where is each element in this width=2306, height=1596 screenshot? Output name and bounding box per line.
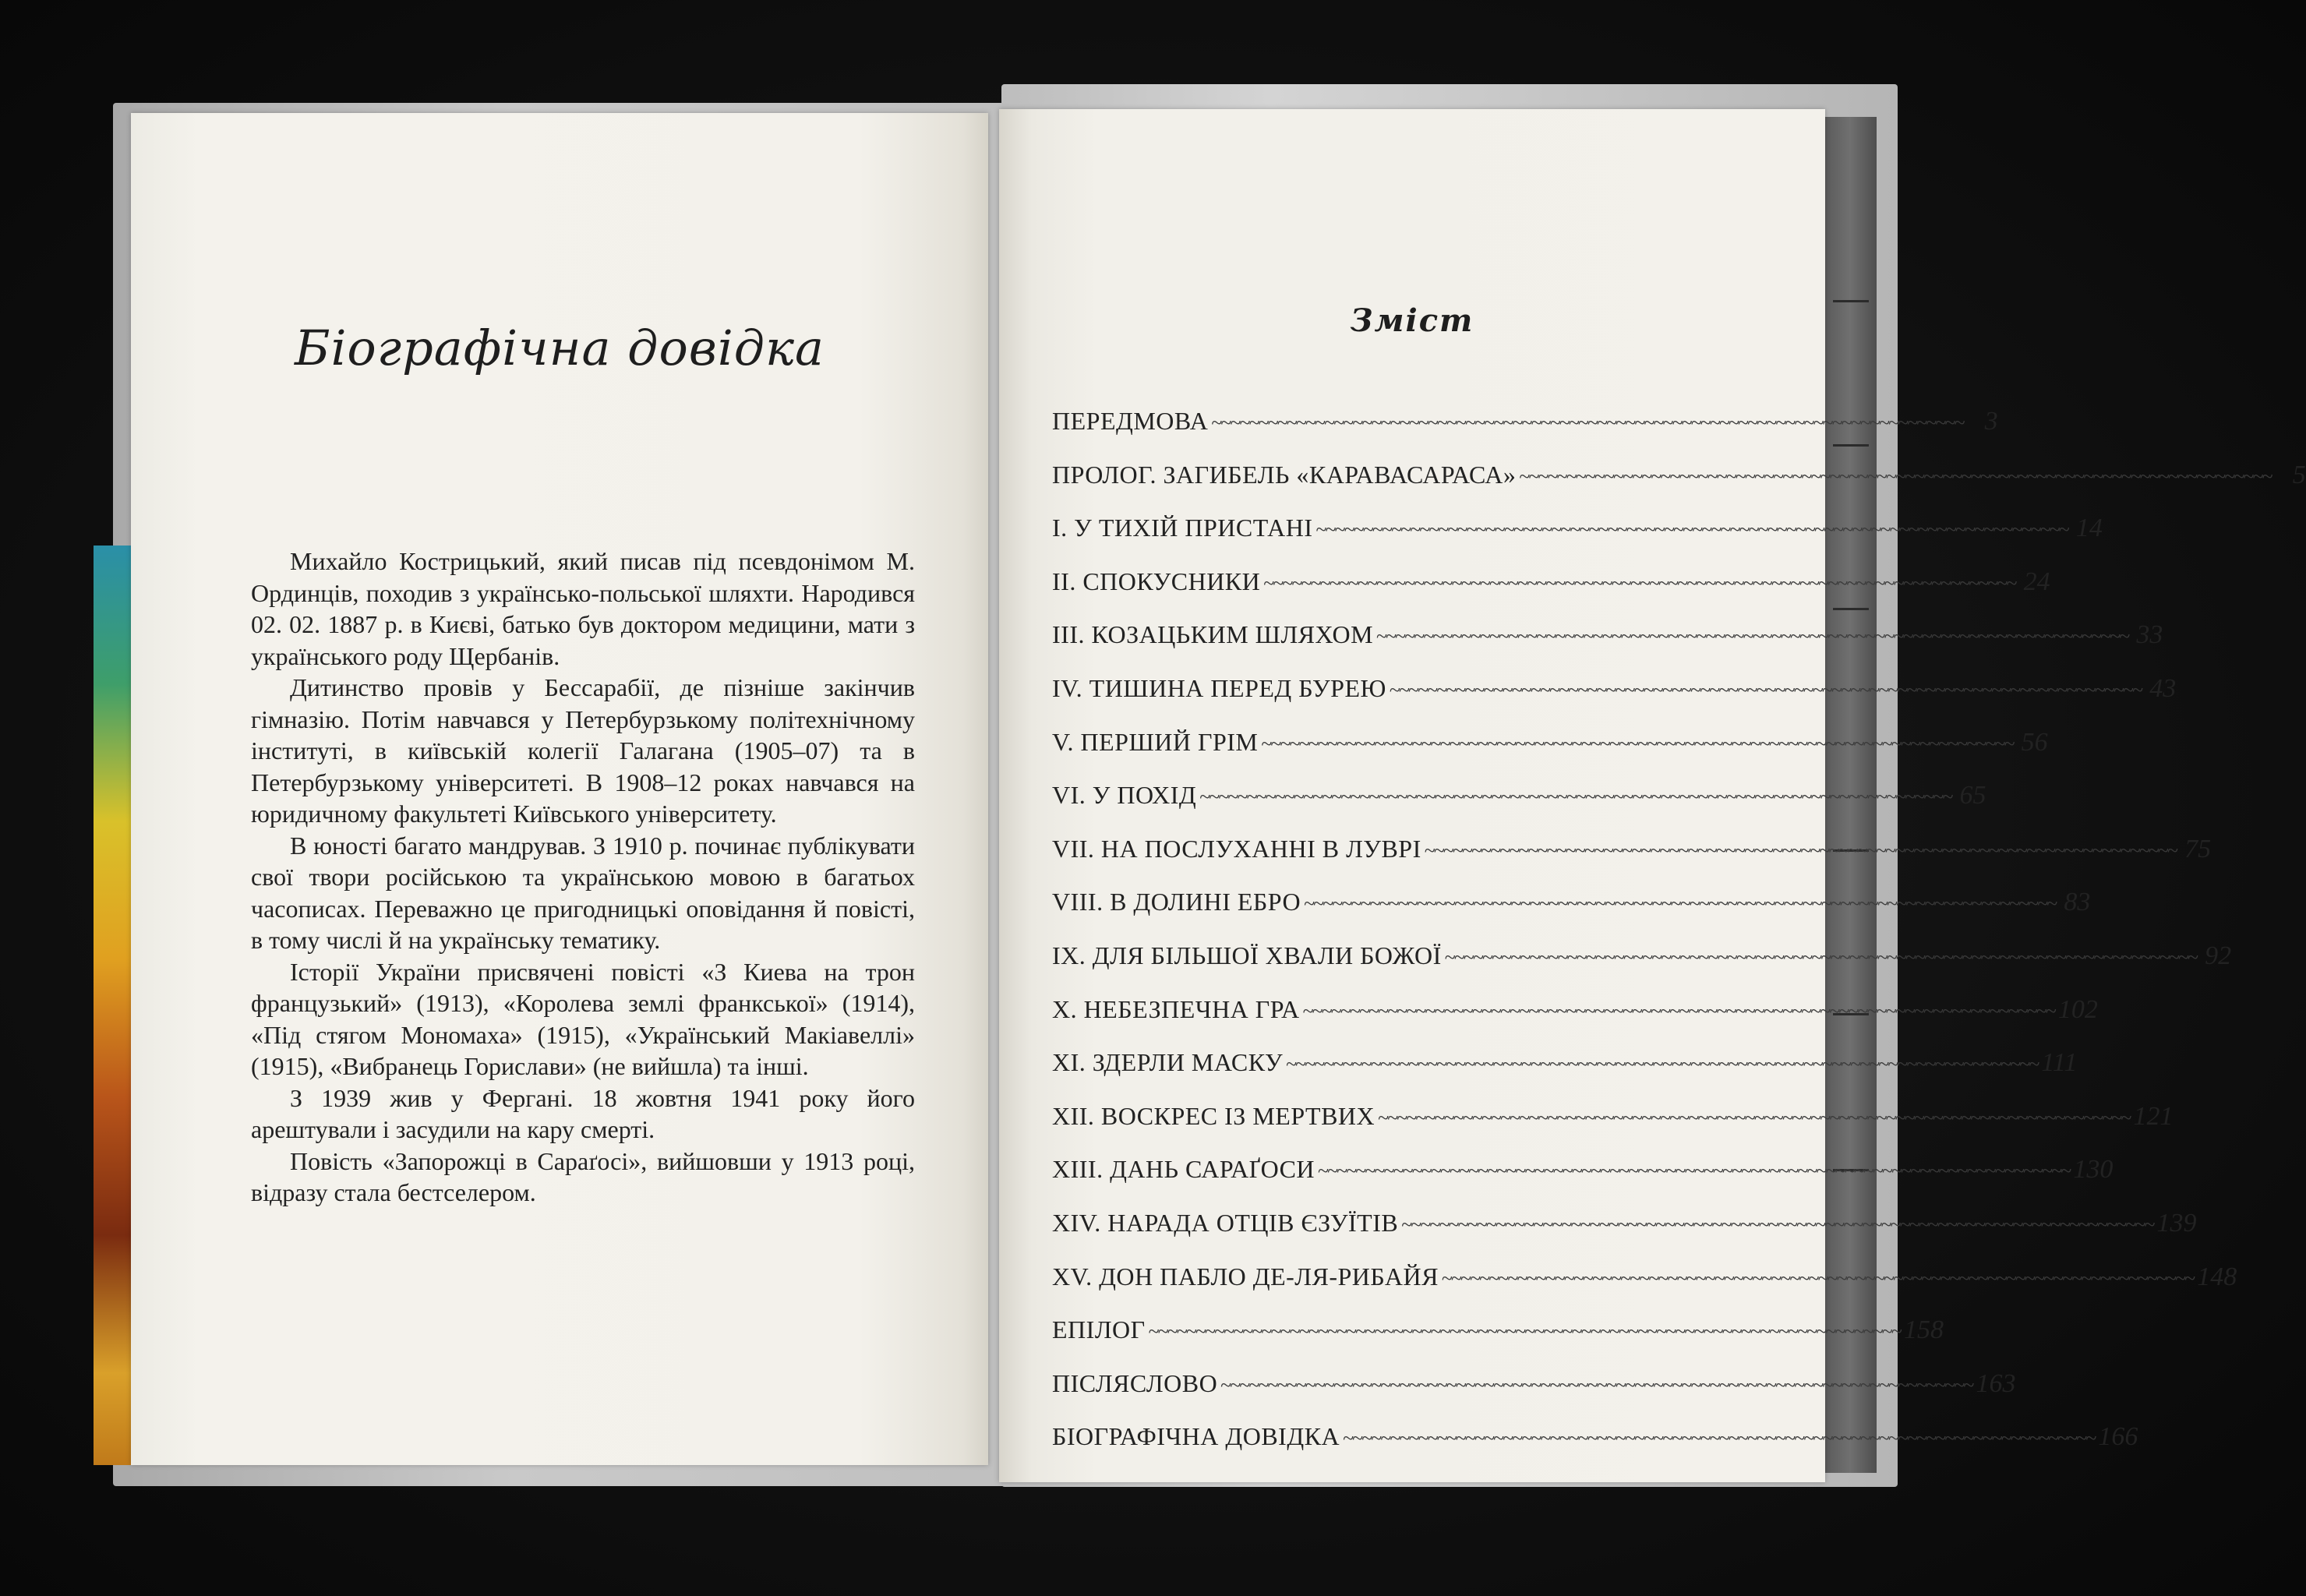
toc-entry-page: 163 — [1976, 1368, 2016, 1398]
toc-entry-label: VI. У ПОХІД — [1052, 781, 1197, 810]
toc-entry-label: БІОГРАФІЧНА ДОВІДКА — [1052, 1422, 1340, 1451]
toc-leader: ~~~~~~~~~~~~~~~~~~~~~~~~~~~~~~~~~~~~~~~~~~~~~~~~~~~~~~~~~~~~~~~~~~~~~~~~~~~~~~~~ — [1389, 678, 2142, 701]
toc-entry-label: X. НЕБЕЗПЕЧНА ГРА — [1052, 994, 1300, 1023]
toc-leader: ~~~~~~~~~~~~~~~~~~~~~~~~~~~~~~~~~~~~~~~~~~~~~~~~~~~~~~~~~~~~~~~~~~~~~~~~~~~~~~~~ — [1441, 1266, 2195, 1290]
toc-leader: ~~~~~~~~~~~~~~~~~~~~~~~~~~~~~~~~~~~~~~~~~~~~~~~~~~~~~~~~~~~~~~~~~~~~~~~~~~~~~~~~ — [1211, 411, 1964, 434]
toc-entry-label: ПРОЛОГ. ЗАГИБЕЛЬ «КАРАВАСАРАСА» — [1052, 460, 1517, 489]
toc-entry — [1052, 1368, 2016, 1423]
toc-entry-label: ЕПІЛОГ — [1052, 1315, 1146, 1344]
toc-entry-label: V. ПЕРШИЙ ГРІМ — [1052, 727, 1259, 756]
toc-entry-page: 166 — [2098, 1422, 2138, 1452]
toc-entry-label: IX. ДЛЯ БІЛЬШОЇ ХВАЛИ БОЖОЇ — [1052, 941, 1442, 969]
toc-leader: ~~~~~~~~~~~~~~~~~~~~~~~~~~~~~~~~~~~~~~~~~~~~~~~~~~~~~~~~~~~~~~~~~~~~~~~~~~~~~~~~ — [1286, 1053, 2039, 1076]
toc-entry-page: 5 — [2292, 460, 2306, 489]
toc-entry — [1052, 888, 2091, 941]
toc-entry-page: 158 — [1903, 1315, 1944, 1345]
bio-paragraph: Дитинство провів у Бессарабії, де пізніше закінчив гімназію. Потім навчався у Петербурзькому політехнічному інституті, в київській колегії Галагана (1905–07) та в Петербурзькому університеті. В 1908–12 роках навчався на юридичному факультеті Київського університету. — [251, 673, 915, 828]
toc-leader: ~~~~~~~~~~~~~~~~~~~~~~~~~~~~~~~~~~~~~~~~~~~~~~~~~~~~~~~~~~~~~~~~~~~~~~~~~~~~~~~~ — [1444, 945, 2198, 969]
toc-leader: ~~~~~~~~~~~~~~~~~~~~~~~~~~~~~~~~~~~~~~~~~~~~~~~~~~~~~~~~~~~~~~~~~~~~~~~~~~~~~~~~ — [1302, 999, 2055, 1022]
toc-entry-page: 139 — [2156, 1208, 2197, 1238]
toc-entry — [1052, 1048, 2078, 1102]
toc-leader: ~~~~~~~~~~~~~~~~~~~~~~~~~~~~~~~~~~~~~~~~~~~~~~~~~~~~~~~~~~~~~~~~~~~~~~~~~~~~~~~~ — [1378, 1106, 2131, 1129]
toc-entry-label: IV. ТИШИНА ПЕРЕД БУРЕЮ — [1052, 673, 1386, 702]
toc-leader: ~~~~~~~~~~~~~~~~~~~~~~~~~~~~~~~~~~~~~~~~~~~~~~~~~~~~~~~~~~~~~~~~~~~~~~~~~~~~~~~~ — [1220, 1373, 1973, 1396]
toc-entry-page: 65 — [1959, 781, 1986, 810]
toc-leader: ~~~~~~~~~~~~~~~~~~~~~~~~~~~~~~~~~~~~~~~~~~~~~~~~~~~~~~~~~~~~~~~~~~~~~~~~~~~~~~~~ — [1263, 571, 2016, 595]
left-page — [131, 113, 988, 1465]
toc-entry-page: 102 — [2057, 994, 2098, 1024]
toc-entry-label: XII. ВОСКРЕС ІЗ МЕРТВИХ — [1052, 1101, 1375, 1130]
toc-entry — [1052, 834, 2212, 888]
table-of-contents — [1052, 407, 2306, 1476]
toc-entry — [1052, 514, 2103, 567]
toc-leader: ~~~~~~~~~~~~~~~~~~~~~~~~~~~~~~~~~~~~~~~~~~~~~~~~~~~~~~~~~~~~~~~~~~~~~~~~~~~~~~~~ — [1315, 518, 2068, 542]
toc-entry-label: VII. НА ПОСЛУХАННІ В ЛУВРІ — [1052, 834, 1421, 863]
toc-entry-page: 43 — [2149, 673, 2177, 703]
endpaper-mark — [1833, 300, 1869, 302]
bio-paragraph: Історії України присвячені повісті «З Киева на трон французький» (1913), «Королева землі франкської» (1914), «Під стягом Мономаха» (1915), «Український Макіавеллі» (1915), «Вибранець Горислави» (не вийшла) та інші. — [251, 957, 915, 1080]
toc-entry-label: І. У ТИХІЙ ПРИСТАНІ — [1052, 514, 1313, 542]
toc-entry-label: ІІ. СПОКУСНИКИ — [1052, 567, 1261, 595]
toc-entry-page: 33 — [2136, 620, 2163, 650]
toc-entry — [1052, 567, 2050, 621]
toc-entry — [1052, 1101, 2174, 1156]
toc-entry — [1052, 407, 1998, 461]
toc-entry-label: XIV. НАРАДА ОТЦІВ ЄЗУЇТІВ — [1052, 1208, 1399, 1237]
toc-entry-label: ПЕРЕДМОВА — [1052, 407, 1209, 435]
toc-leader: ~~~~~~~~~~~~~~~~~~~~~~~~~~~~~~~~~~~~~~~~~~~~~~~~~~~~~~~~~~~~~~~~~~~~~~~~~~~~~~~~ — [1401, 1213, 2154, 1236]
bio-paragraph: Повість «Запорожці в Сараґосі», вийшовши у 1913 році, відразу стала бестселером. — [251, 1146, 915, 1206]
bio-paragraph: Михайло Кострицький, який писав під псевдонімом М. Ординців, походив з українсько-польської шляхти. Народився 02. 02. 1887 р. в Києві, батько був доктором медицини, мати з українського роду Щербанів. — [251, 547, 915, 670]
toc-entry-page: 121 — [2133, 1101, 2174, 1131]
toc-entry — [1052, 1315, 1944, 1369]
endpaper-mark — [1833, 444, 1869, 447]
toc-entry — [1052, 1422, 2138, 1476]
bio-title: Біографічна довідка — [295, 320, 825, 376]
toc-entry-page: 111 — [2041, 1048, 2078, 1078]
toc-entry-page: 75 — [2184, 834, 2212, 863]
right-page — [999, 109, 2306, 1482]
toc-entry-label: ПІСЛЯСЛОВО — [1052, 1368, 1218, 1397]
toc-leader: ~~~~~~~~~~~~~~~~~~~~~~~~~~~~~~~~~~~~~~~~~~~~~~~~~~~~~~~~~~~~~~~~~~~~~~~~~~~~~~~~ — [1519, 464, 2272, 488]
toc-entry-page: 92 — [2205, 941, 2232, 970]
toc-entry-page: 14 — [2075, 514, 2103, 543]
toc-entry-label: VIII. В ДОЛИНІ ЕБРО — [1052, 888, 1301, 916]
toc-entry — [1052, 620, 2163, 674]
toc-entry — [1052, 673, 2177, 728]
toc-leader: ~~~~~~~~~~~~~~~~~~~~~~~~~~~~~~~~~~~~~~~~~~~~~~~~~~~~~~~~~~~~~~~~~~~~~~~~~~~~~~~~ — [1376, 625, 2129, 648]
toc-leader: ~~~~~~~~~~~~~~~~~~~~~~~~~~~~~~~~~~~~~~~~~~~~~~~~~~~~~~~~~~~~~~~~~~~~~~~~~~~~~~~~ — [1343, 1427, 2096, 1450]
toc-entry — [1052, 1262, 2237, 1316]
toc-entry-label: XI. ЗДЕРЛИ МАСКУ — [1052, 1048, 1284, 1077]
toc-entry-page: 130 — [2073, 1155, 2114, 1185]
toc-entry-page: 24 — [2023, 567, 2050, 596]
toc-entry-page: 56 — [2021, 727, 2048, 757]
toc-leader: ~~~~~~~~~~~~~~~~~~~~~~~~~~~~~~~~~~~~~~~~~~~~~~~~~~~~~~~~~~~~~~~~~~~~~~~~~~~~~~~~ — [1318, 1160, 2071, 1183]
endpaper-mark — [1833, 608, 1869, 610]
bio-paragraph: В юності багато мандрував. З 1910 р. починає публікувати свої твори російською та українською мовою в багатьох часописах. Переважно це пригодницькі оповідання й повісті, в тому числі й на українську тематику. — [251, 831, 915, 954]
toc-entry-label: ІІІ. КОЗАЦЬКИМ ШЛЯХОМ — [1052, 620, 1374, 649]
bio-text — [251, 546, 915, 1209]
toc-entry-page: 83 — [2064, 888, 2091, 917]
toc-leader: ~~~~~~~~~~~~~~~~~~~~~~~~~~~~~~~~~~~~~~~~~~~~~~~~~~~~~~~~~~~~~~~~~~~~~~~~~~~~~~~~ — [1148, 1320, 1901, 1344]
toc-entry-page: 148 — [2197, 1262, 2237, 1291]
toc-entry — [1052, 941, 2232, 995]
bio-paragraph: З 1939 жив у Фергані. 18 жовтня 1941 року його арештували і засудили на кару смерті. — [251, 1083, 915, 1143]
toc-entry — [1052, 1155, 2114, 1209]
toc-entry-label: XV. ДОН ПАБЛО ДЕ-ЛЯ-РИБАЙЯ — [1052, 1262, 1439, 1291]
toc-leader: ~~~~~~~~~~~~~~~~~~~~~~~~~~~~~~~~~~~~~~~~~~~~~~~~~~~~~~~~~~~~~~~~~~~~~~~~~~~~~~~~ — [1261, 732, 2014, 755]
toc-entry — [1052, 781, 1986, 835]
toc-entry — [1052, 1208, 2197, 1262]
toc-leader: ~~~~~~~~~~~~~~~~~~~~~~~~~~~~~~~~~~~~~~~~~~~~~~~~~~~~~~~~~~~~~~~~~~~~~~~~~~~~~~~~ — [1304, 892, 2057, 916]
toc-entry-page: 3 — [1984, 407, 1998, 436]
toc-leader: ~~~~~~~~~~~~~~~~~~~~~~~~~~~~~~~~~~~~~~~~~~~~~~~~~~~~~~~~~~~~~~~~~~~~~~~~~~~~~~~~ — [1424, 839, 2177, 862]
toc-entry-label: XIII. ДАНЬ САРАҐОСИ — [1052, 1155, 1315, 1184]
toc-leader: ~~~~~~~~~~~~~~~~~~~~~~~~~~~~~~~~~~~~~~~~~~~~~~~~~~~~~~~~~~~~~~~~~~~~~~~~~~~~~~~~ — [1199, 786, 1952, 809]
toc-title: Зміст — [1350, 302, 1474, 339]
toc-entry — [1052, 994, 2098, 1049]
toc-entry — [1052, 460, 2306, 514]
toc-entry — [1052, 727, 2048, 782]
